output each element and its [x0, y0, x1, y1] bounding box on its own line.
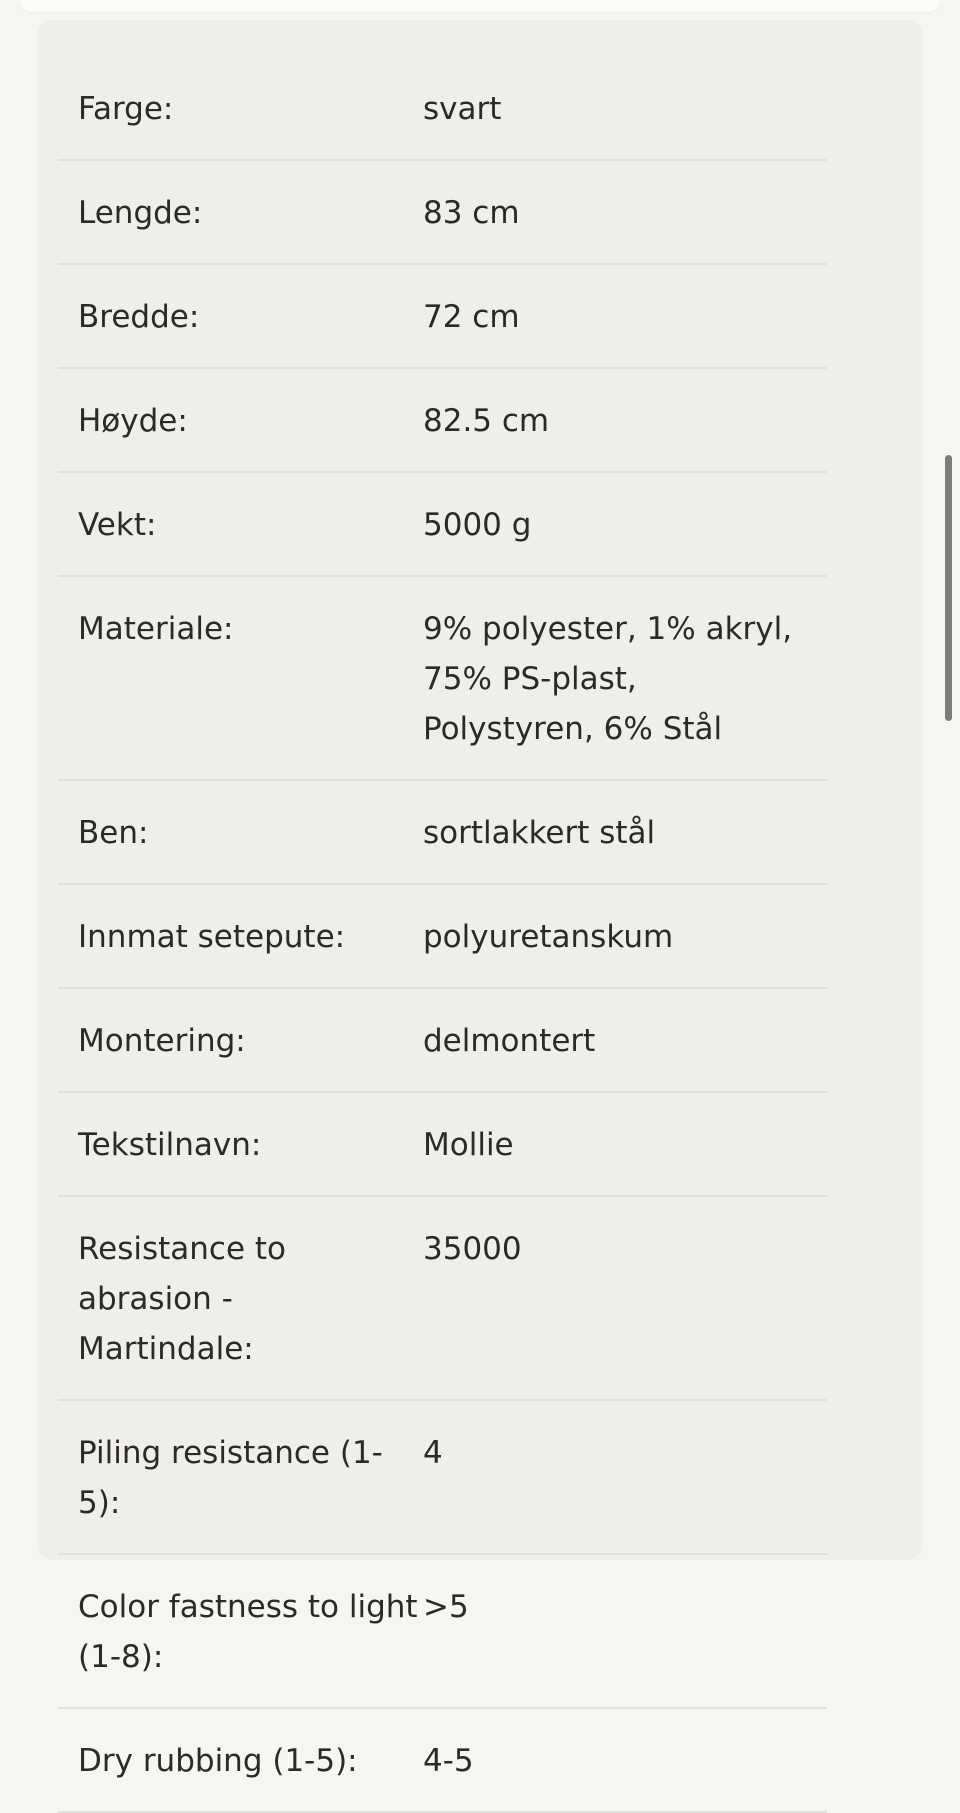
spec-row-materiale [58, 577, 827, 781]
spec-value: polyuretanskum [423, 919, 674, 955]
spec-value [423, 604, 827, 754]
spec-row-tekstilnavn [58, 1093, 827, 1197]
spec-label: Lengde: [78, 195, 203, 231]
spec-value-line: 75% PS-plast, [423, 661, 637, 697]
spec-label-line: Color fastness to light [78, 1589, 418, 1625]
spec-value: 35000 [423, 1231, 522, 1267]
spec-label: Tekstilnavn: [78, 1127, 262, 1163]
spec-row-dry-rubbing [58, 1709, 827, 1813]
spec-value-line: 9% polyester, 1% akryl, [423, 611, 793, 647]
top-card [20, 0, 940, 12]
spec-value: 5000 g [423, 507, 532, 543]
spec-value: sortlakkert stål [423, 815, 656, 851]
spec-row-vekt [58, 473, 827, 577]
spec-label: Bredde: [78, 299, 200, 335]
spec-label: Ben: [78, 815, 149, 851]
spec-row-color-fastness [58, 1555, 827, 1709]
spec-label [58, 1224, 423, 1374]
spec-label: Høyde: [78, 403, 188, 439]
spec-label: Materiale: [78, 611, 234, 647]
scrollbar-thumb[interactable] [945, 455, 952, 721]
spec-row-lengde [58, 161, 827, 265]
spec-value: 82.5 cm [423, 403, 550, 439]
spec-label-line: Martindale: [78, 1331, 254, 1367]
spec-label [58, 1582, 423, 1682]
spec-row-piling [58, 1401, 827, 1555]
spec-value: 4 [423, 1435, 443, 1471]
spec-row-innmat-setepute [58, 885, 827, 989]
spec-label-line: (1-8): [78, 1639, 164, 1675]
spec-row-farge [58, 57, 827, 161]
spec-row-bredde [58, 265, 827, 369]
spec-label: Innmat setepute: [78, 919, 346, 955]
spec-value: >5 [423, 1589, 469, 1625]
spec-label: Montering: [78, 1023, 246, 1059]
spec-label: Dry rubbing (1-5): [78, 1743, 358, 1779]
spec-value: delmontert [423, 1023, 596, 1059]
spec-value: 4-5 [423, 1743, 474, 1779]
spec-row-hoyde [58, 369, 827, 473]
spec-table [58, 57, 827, 1813]
spec-value-line: Polystyren, 6% Stål [423, 711, 723, 747]
spec-label: Piling resistance (1-5): [78, 1435, 383, 1521]
spec-value: 83 cm [423, 195, 520, 231]
spec-row-ben [58, 781, 827, 885]
spec-row-abrasion [58, 1197, 827, 1401]
spec-value: 72 cm [423, 299, 520, 335]
spec-value: Mollie [423, 1127, 514, 1163]
spec-value: svart [423, 91, 502, 127]
spec-label: Farge: [78, 91, 174, 127]
spec-label: Vekt: [78, 507, 157, 543]
spec-label-line: Resistance to abrasion - [78, 1231, 287, 1317]
spec-row-montering [58, 989, 827, 1093]
